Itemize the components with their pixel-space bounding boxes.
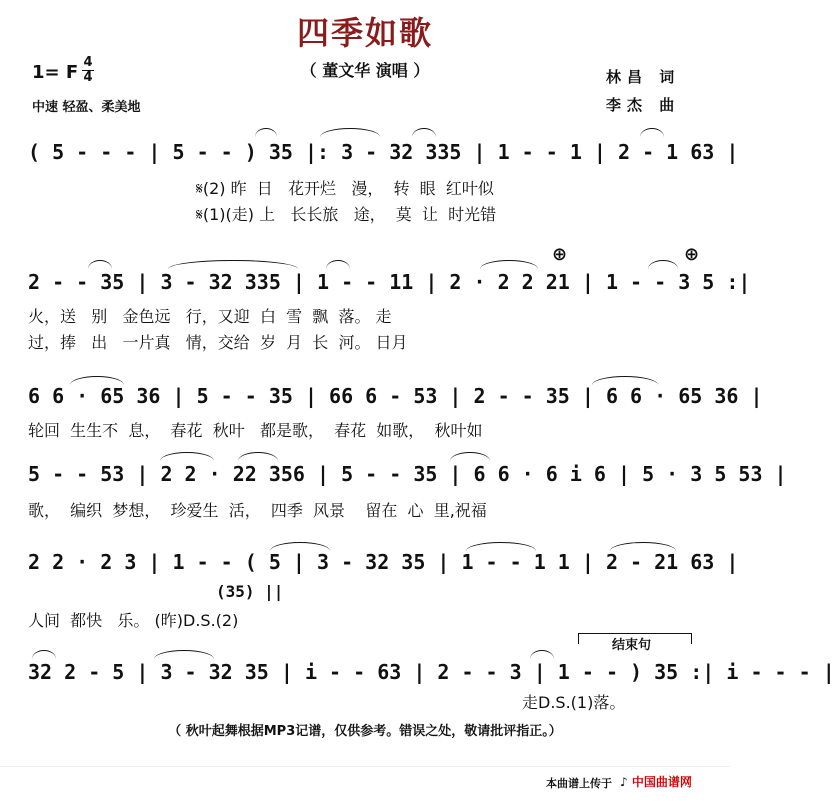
lyricist: 林昌 词 bbox=[606, 68, 681, 86]
lyric-line-5: 人间 都快 乐。 (昨)D.S.(2) bbox=[28, 611, 239, 630]
key-signature: 1= F bbox=[32, 62, 79, 83]
time-signature bbox=[82, 56, 94, 85]
site-name: 中国曲谱网 bbox=[631, 775, 692, 789]
music-line-1: ( 5 - - - | 5 - - ) 35 |: 3 - 32 335 | 1 - - 1 | 2 - 1 63 | bbox=[28, 140, 739, 164]
time-signature-bottom: 4 bbox=[83, 70, 93, 85]
footer-divider bbox=[0, 766, 730, 767]
time-signature-top: 4 bbox=[83, 55, 93, 70]
lyric-line-2a: 火，送 别 金色远 行，又迎 白 雪 飘 落。 走 bbox=[28, 307, 392, 326]
lyric-line-6: 走D.S.(1)落。 bbox=[522, 693, 626, 712]
music-line-6: 32 2 - 5 | 3 - 32 35 | i - - 63 | 2 - - 3 | 1 - - ) 35 :| i - - - | bbox=[28, 660, 835, 684]
composer: 李杰 曲 bbox=[606, 96, 681, 114]
lyric-line-1b: 𝄋(1)(走) 上 长长旅 途， 莫 让 时光错 bbox=[196, 205, 497, 224]
logo-icon: ♪ bbox=[620, 775, 628, 789]
footer-text: 本曲谱上传于 bbox=[546, 777, 612, 790]
music-line-5b: (35) || bbox=[216, 582, 284, 601]
ending-label: 结束句 bbox=[612, 638, 652, 653]
performer: （ 董文华 演唱 ） bbox=[300, 61, 430, 80]
music-line-4: 5 - - 53 | 2 2 · 22 356 | 5 - - 35 | 6 6 · 6 i 6 | 5 · 3 5 53 | bbox=[28, 462, 787, 486]
lyric-line-2b: 过，捧 出 一片真 情，交给 岁 月 长 河。 日月 bbox=[28, 333, 408, 352]
music-line-5: 2 2 · 2 3 | 1 - - ( 5 | 3 - 32 35 | 1 - - 1 1 | 2 - 21 63 | bbox=[28, 550, 739, 574]
lyric-line-3: 轮回 生生不 息， 春花 秋叶 都是歌， 春花 如歌， 秋叶如 bbox=[28, 421, 483, 440]
lyric-line-1a: 𝄋(2) 昨 日 花开烂 漫， 转 眼 红叶似 bbox=[196, 179, 494, 198]
site-logo[interactable] bbox=[620, 773, 692, 790]
song-title: 四季如歌 bbox=[296, 14, 433, 52]
music-line-2: 2 - - 35 | 3 - 32 335 | 1 - - 11 | 2 · 2 2 21 | 1 - - 3 5 :| bbox=[28, 270, 751, 294]
tempo-marking: 中速 轻盈、柔美地 bbox=[32, 100, 141, 115]
transcription-note: （ 秋叶起舞根据MP3记谱，仅供参考。错误之处，敬请批评指正。） bbox=[168, 724, 562, 739]
coda-sign-2: ⊕ bbox=[684, 244, 700, 265]
music-line-3: 6 6 · 65 36 | 5 - - 35 | 66 6 - 53 | 2 - - 35 | 6 6 · 65 36 | bbox=[28, 384, 763, 408]
lyric-line-4: 歌， 编织 梦想， 珍爱生 活， 四季 风景 留在 心 里,祝福 bbox=[28, 501, 487, 520]
coda-sign: ⊕ bbox=[552, 244, 568, 265]
